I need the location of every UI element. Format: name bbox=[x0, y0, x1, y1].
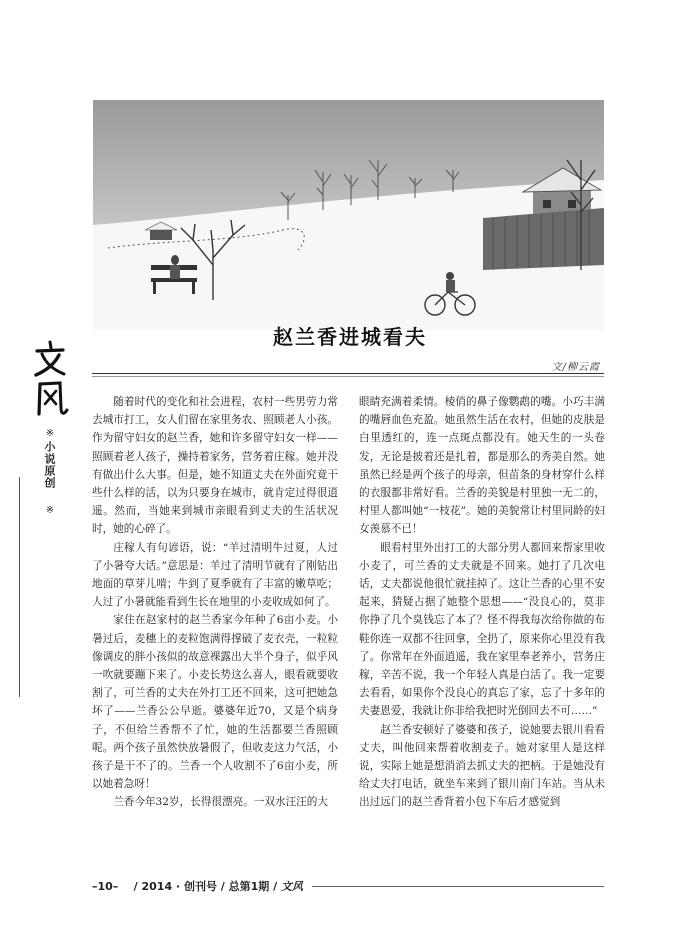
paragraph: 庄稼人有句谚语，说：“羊过清明牛过夏，人过了小暑夸大话。”意思是：羊过了清明节就有了刚钻出地面的草芽儿啃；牛到了夏季就有了丰富的嫩草吃；人过了小暑就能看到生长在地里的小麦收成如何了。 bbox=[92, 541, 338, 609]
section-marker bbox=[30, 338, 70, 516]
wooden-fence bbox=[483, 208, 604, 270]
paragraph: 眼看村里外出打工的大部分男人都回来帮家里收小麦了，可兰香的丈夫就是不回来。她打了几次电话，丈夫都说他很忙就挂掉了。这让兰香的心里不安起来，猜疑占据了她整个思想——“没良心的，莫非你挣了几个臭钱忘了本了？怪不得我每次给你做的布鞋你连一双都不往回拿，全扔了，原来你心里没有我了。你常年在外面逍遥，我在家里奉老养小，营务庄稼，辛苦不说，我一个年轻人真是白活了。我一定要去看看，如果你个没良心的真忘了家，忘了十多年的夫妻恩爱，我就让你非给我把时光倒回去不可……” bbox=[359, 541, 605, 718]
paragraph: 赵兰香安顿好了婆婆和孩子，说她要去银川看看丈夫，叫他回来帮着收割麦子。她对家里人是这样说，实际上她是想消消去抓丈夫的把柄。于是她没有给丈夫打电话，就坐车来到了银川南门车站。当从未出过远门的赵兰香背着小包下车后才感觉到 bbox=[359, 723, 605, 809]
article-title: 赵兰香进城看夫 bbox=[273, 325, 427, 349]
footer-rule bbox=[312, 886, 604, 887]
right-text-column bbox=[359, 393, 605, 812]
left-text-column bbox=[92, 393, 338, 812]
article-byline: 文/柳云霞 bbox=[551, 362, 600, 373]
paragraph: 随着时代的变化和社会进程，农村一些男劳力常去城市打工，女人们留在家里务农、照顾老人小孩。作为留守妇女的赵兰香，她和许多留守妇女一样——照顾着老人孩子，操持着家务，营务着庄稼。她并没有做出什么大事。但是，她不知道丈夫在外面究竟干些什么样的活，以为只要身在城市，就肯定过得很逍遥。然而，当她来到城市亲眼看到丈夫的生活状况时，她的心碎了。 bbox=[92, 396, 338, 536]
section-star-top: ※ bbox=[45, 428, 55, 439]
illustration-svg bbox=[93, 100, 604, 330]
paragraph: 家住在赵家村的赵兰香家今年种了6亩小麦。小暑过后，麦穗上的麦粒饱满得撑破了麦衣壳，一粒粒像调皮的胖小孩似的故意裸露出大半个身子，似乎风一吹就要蹦下来了。小麦长势这么喜人，眼看就要收割了，可兰香的丈夫在外打工还不回来，这可把她急坏了——兰香公公早逝。婆婆年近70，又是个病身子，不但给兰香帮不了忙，她的生活都要兰香照顾呢。两个孩子虽然快放暑假了，但收麦这力气活，小孩子是干不了的。兰香一个人收割不了6亩小麦，所以她着急呀！ bbox=[92, 614, 338, 791]
page-footer bbox=[92, 878, 303, 894]
paragraph: 眼睛充满着柔情。棱俏的鼻子像鹦鹉的嘴。小巧丰满的嘴唇血色充盈。她虽然生活在农村，但她的皮肤是白里透红的，连一点斑点都没有。她天生的一头卷发，无论是披着还是扎着，都是那么的秀美自然。她虽然已经是两个孩子的母亲，但苗条的身材穿什么样的衣服都非常好看。兰香的美貌是村里独一无二的，村里人都叫她“一枝花”。她的美貌常让村里同龄的妇女羡慕不已！ bbox=[359, 396, 605, 536]
paragraph: 兰香今年32岁，长得很漂亮。一双水汪汪的大 bbox=[113, 796, 328, 809]
side-vertical-rule bbox=[19, 477, 20, 697]
page-number: –10– bbox=[92, 880, 119, 893]
section-logo-icon bbox=[30, 338, 70, 420]
winter-village-illustration bbox=[93, 100, 604, 330]
title-divider-thin bbox=[92, 376, 604, 377]
section-star-bottom: ※ bbox=[45, 505, 55, 516]
footer-brand: 文风 bbox=[280, 880, 303, 893]
title-divider bbox=[92, 373, 604, 374]
issue-info: / 2014 · 创刊号 / 总第1期 / bbox=[133, 880, 278, 893]
section-category: 小说原创 bbox=[43, 441, 56, 489]
